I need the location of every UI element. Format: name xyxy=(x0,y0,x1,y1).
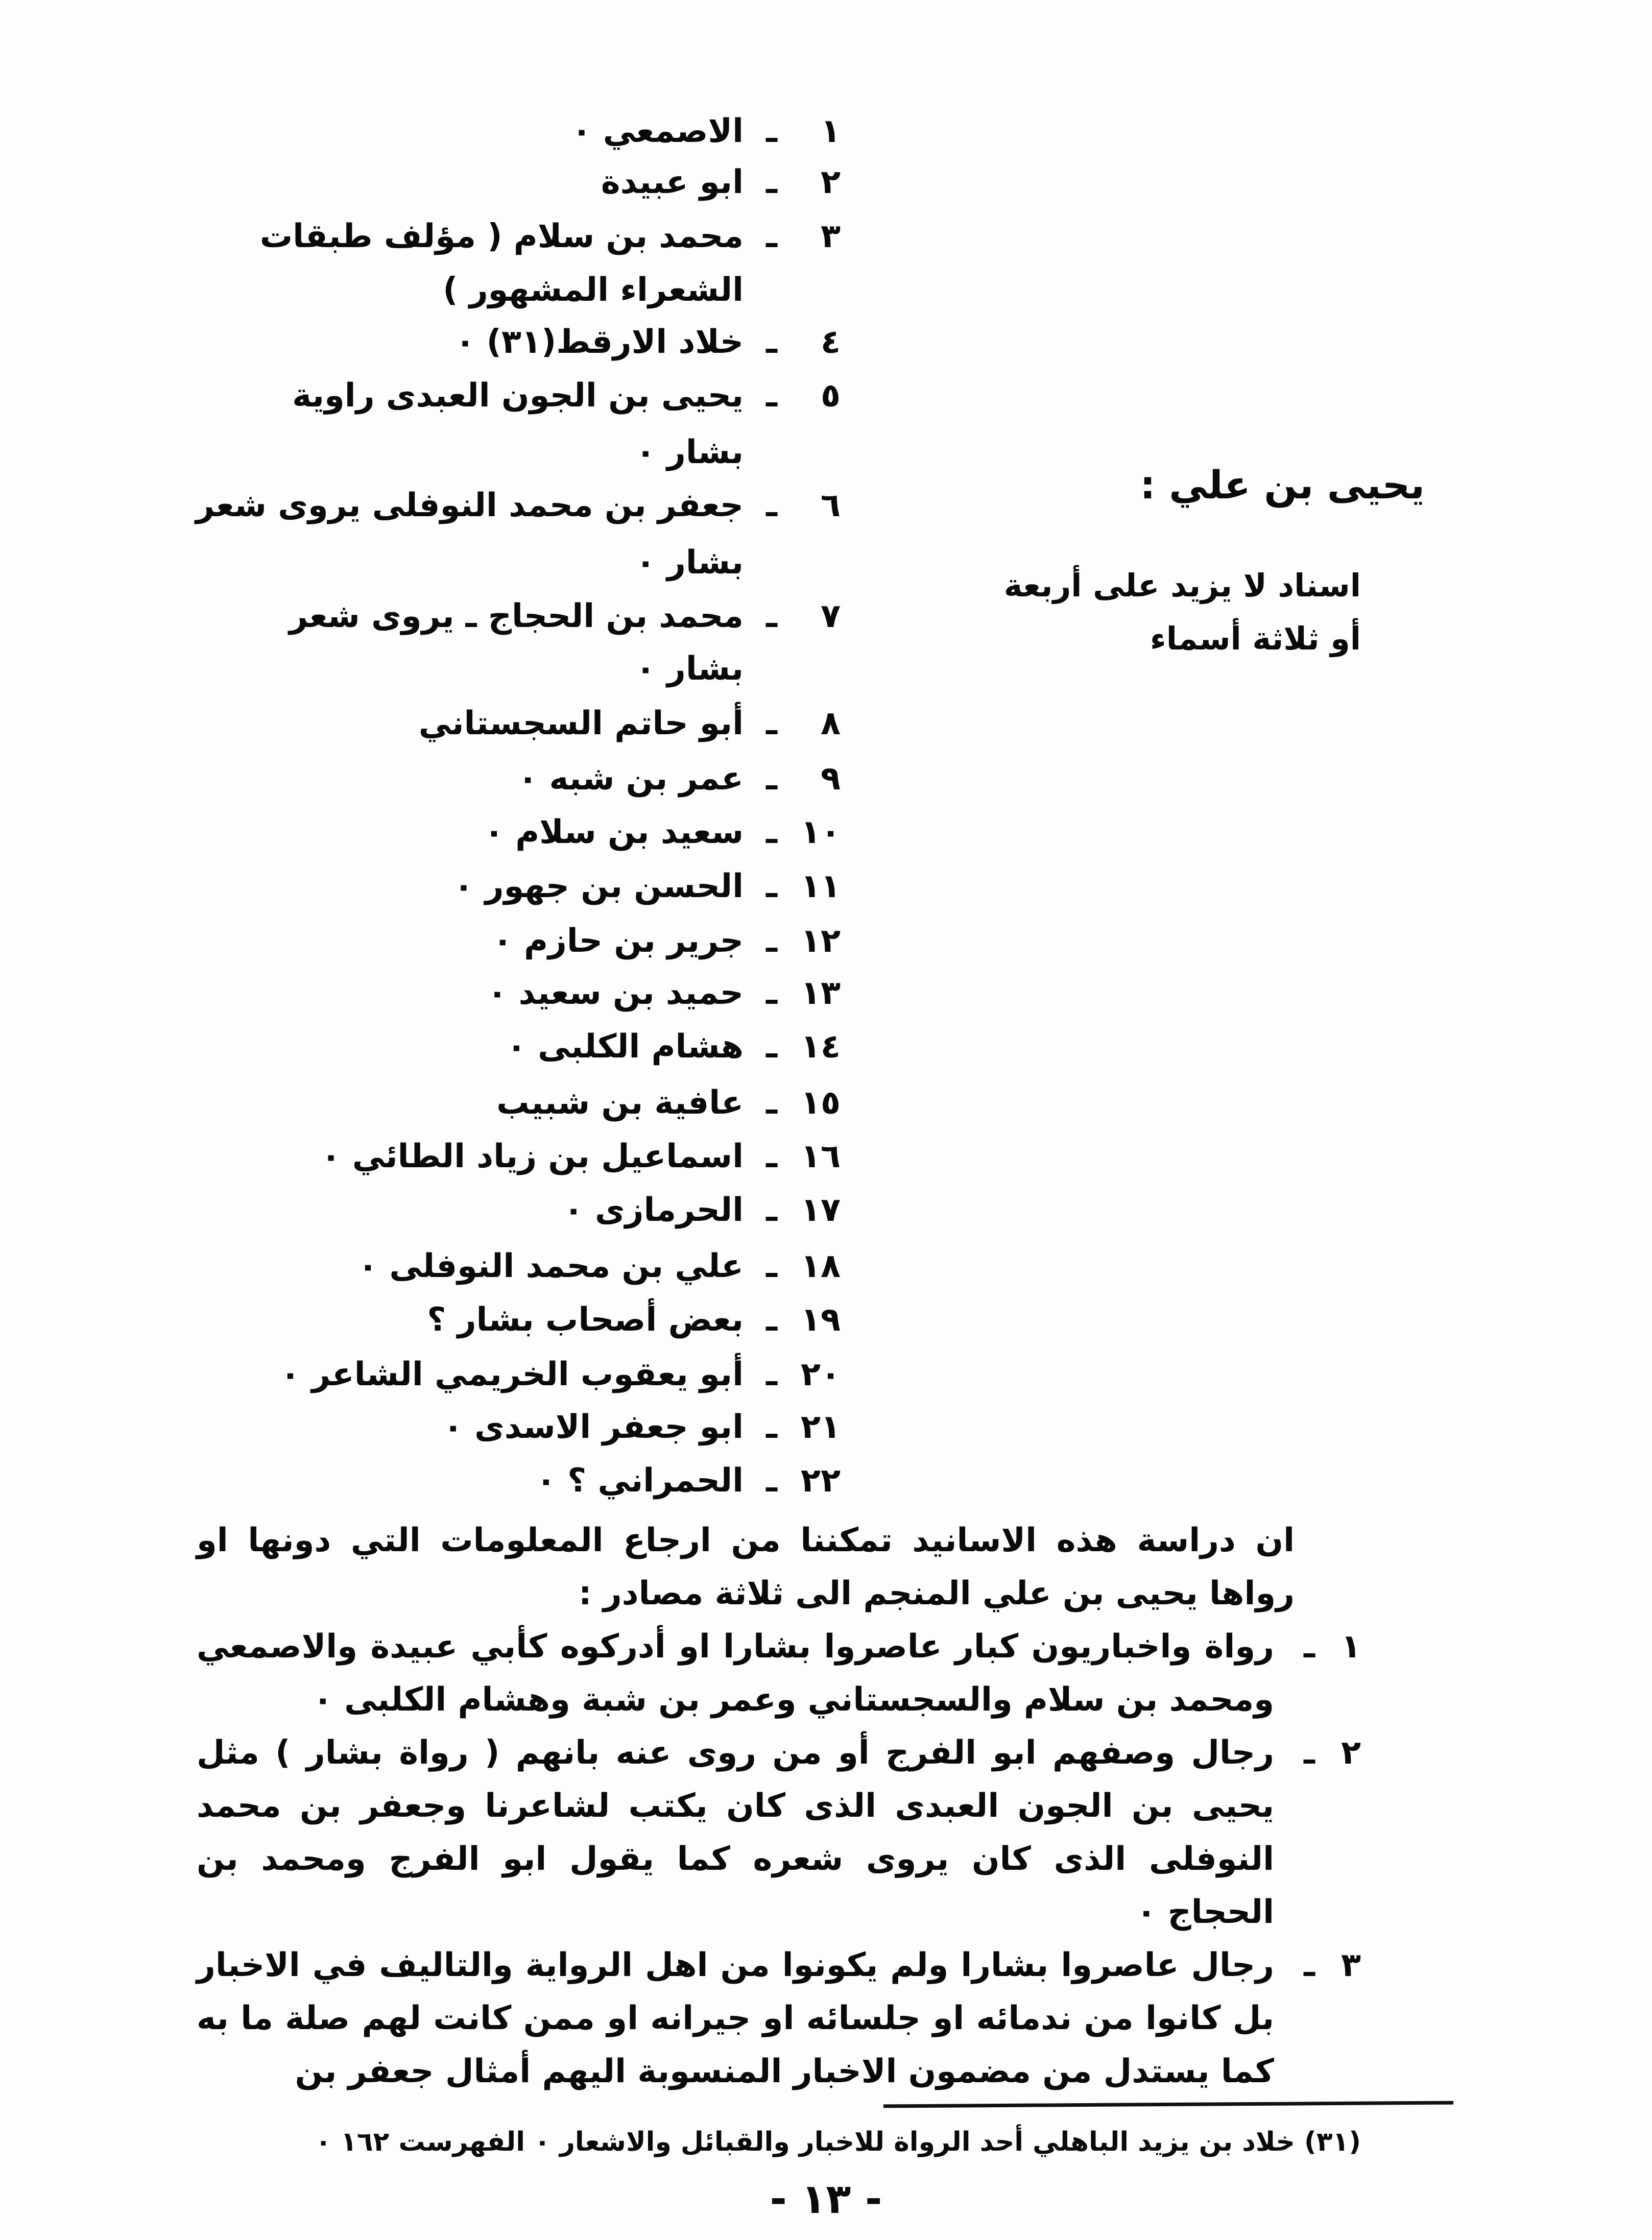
list-item: ٦ ـ جعفر بن محمد النوفلى يروى شعر xyxy=(196,487,841,524)
list-item-continuation: الشعراء المشهور ) xyxy=(443,271,744,309)
list-item: ١٩ ـ بعض أصحاب بشار ؟ xyxy=(427,1301,841,1339)
source-number: ٣ xyxy=(1340,1946,1361,1984)
source-item xyxy=(197,1726,1361,1939)
list-item: ١٧ ـ الحرمازى ٠ xyxy=(563,1191,841,1229)
list-item: ٢ ـ ابو عبيدة xyxy=(601,163,841,201)
list-item: ١٥ ـ عافية بن شبيب xyxy=(496,1084,841,1122)
list-item-continuation: بشار ٠ xyxy=(635,433,744,471)
page-number: - ١٣ - xyxy=(770,2175,882,2223)
list-item: ١٤ ـ هشام الكلبى ٠ xyxy=(506,1028,841,1066)
list-item: ١ ـ الاصمعي ٠ xyxy=(571,112,841,150)
list-item: ١٣ ـ حميد بن سعيد ٠ xyxy=(487,974,841,1012)
footnote-rule xyxy=(883,2101,1453,2108)
footnote: (٣١) خلاد بن يزيد الباهلي أحد الرواة للاخبار والقبائل والاشعار ٠ الفهرست ١٦٢ ٠ xyxy=(315,2127,1361,2157)
list-item: ١٢ ـ جرير بن حازم ٠ xyxy=(492,922,841,960)
list-item: ٥ ـ يحيى بن الجون العبدى راوية xyxy=(292,377,841,415)
margin-note xyxy=(1004,559,1361,665)
source-text: رجال عاصروا بشارا ولم يكونوا من اهل الرواية والتاليف في الاخبار بل كانوا من ندمائه او جلسائه او جيرانه او ممن كانت لهم صلة ما به كما يستدل من مضمون الاخبار المنسوبة اليهم أمثال جعفر بن xyxy=(197,1946,1274,2090)
body-text xyxy=(197,1514,1361,2098)
source-text: رواة واخباريون كبار عاصروا بشارا او أدركوه كأبي عبيدة والاصمعي ومحمد بن سلام والسجستاني وعمر بن شبة وهشام الكلبى ٠ xyxy=(197,1628,1274,1719)
list-item: ٧ ـ محمد بن الحجاج ـ يروى شعر xyxy=(289,597,841,635)
list-item: ٨ ـ أبو حاتم السجستاني xyxy=(418,705,841,742)
list-item: ٤ ـ خلاد الارقط(٣١) ٠ xyxy=(455,323,841,361)
margin-note-line: اسناد لا يزيد على أربعة xyxy=(1003,567,1361,604)
source-number: ٢ xyxy=(1340,1734,1361,1772)
source-dash: ـ xyxy=(1304,1628,1315,1666)
list-item-continuation: بشار ٠ xyxy=(635,544,744,582)
list-item: ١٨ ـ علي بن محمد النوفلى ٠ xyxy=(357,1247,841,1285)
section-heading: يحيى بن علي : xyxy=(1140,462,1425,508)
list-item: ٢٢ ـ الحمراني ؟ ٠ xyxy=(536,1462,841,1500)
source-dash: ـ xyxy=(1304,1734,1315,1772)
source-item xyxy=(197,1620,1361,1726)
source-dash: ـ xyxy=(1304,1946,1315,1984)
list-item-continuation: بشار ٠ xyxy=(635,650,744,688)
list-item: ١٦ ـ اسماعيل بن زياد الطائي ٠ xyxy=(321,1138,841,1175)
list-item: ٢١ ـ ابو جعفر الاسدى ٠ xyxy=(443,1408,841,1446)
list-item: ٣ ـ محمد بن سلام ( مؤلف طبقات xyxy=(259,218,841,255)
list-item: ٩ ـ عمر بن شبه ٠ xyxy=(518,760,841,798)
list-item: ٢٠ ـ أبو يعقوب الخريمي الشاعر ٠ xyxy=(280,1356,841,1393)
list-item: ١٠ ـ سعيد بن سلام ٠ xyxy=(484,813,841,851)
margin-note-line: أو ثلاثة أسماء xyxy=(1150,620,1361,657)
intro-paragraph: ان دراسة هذه الاسانيد تمكننا من ارجاع المعلومات التي دونها او رواها يحيى بن علي المنجم الى ثلاثة مصادر : xyxy=(197,1522,1295,1612)
source-number: ١ xyxy=(1340,1628,1361,1666)
list-item: ١١ ـ الحسن بن جهور ٠ xyxy=(453,868,841,905)
source-text: رجال وصفهم ابو الفرج أو من روى عنه بانهم ( رواة بشار ) مثل يحيى بن الجون العبدى الذى كان يكتب لشاعرنا وجعفر بن محمد النوفلى الذى كان يروى شعره كما يقول ابو الفرج ومحمد بن الحجاج ٠ xyxy=(197,1734,1274,1931)
source-item xyxy=(197,1939,1361,2098)
